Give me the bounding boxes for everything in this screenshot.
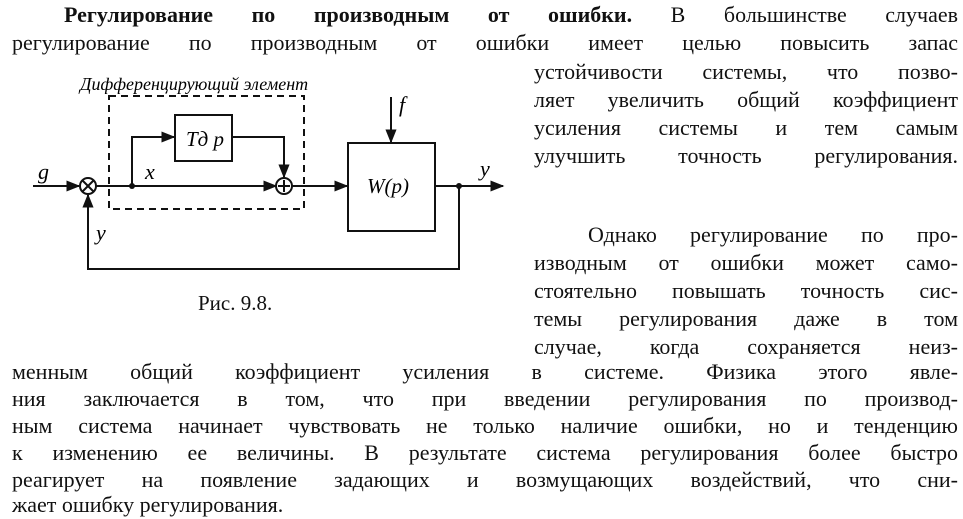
right-p1-line-3: усиления системы и тем самым [534,115,958,140]
bottom-line-2: ния заключается в том, что при введении регулирования по производ- [12,386,958,411]
plant-block-label: W(p) [367,174,409,198]
bottom-line-4: к изменению ее величины. В результате система регулирования более быстро [12,440,958,465]
bottom-line-5: реагирует на появление задающих и возмущающих воздействий, что сни- [12,467,958,492]
signal-f-label: f [399,92,406,117]
right-p2-line-1: Однако регулирование по про- [588,222,958,247]
signal-y-out-label: y [480,156,490,181]
intro-line-1-rest: В большинстве случаев [632,2,959,27]
figure-caption: Рис. 9.8. [198,291,273,315]
section-heading: Регулирование по производным от ошибки. [64,2,633,27]
right-p2-line-3: стоятельно повышать точность сис- [534,278,958,303]
right-p1-line-4: улучшить точность регулирования. [534,143,958,168]
derivative-block-label: Tд p [186,127,225,151]
right-p1-line-1: устойчивости системы, что позво- [534,59,958,84]
signal-y-feedback-label: y [96,220,106,245]
summing-junction-2 [276,178,292,194]
right-p1-line-2: ляет увеличить общий коэффициент [534,87,958,112]
right-p2-line-5: случае, когда сохраняется неиз- [534,334,958,359]
signal-g-label: g [38,159,49,184]
block-diagram [0,0,520,290]
intro-line-2: регулирование по производным от ошибки имеет целью повысить запас [12,30,958,55]
differentiator-label: Дифференцирующий элемент [80,74,309,94]
summing-junction-1 [80,178,96,194]
bottom-line-3: ным система начинает чувствовать не только наличие ошибки, но и тенденцию [12,413,958,438]
signal-x-label: x [145,159,155,184]
bottom-line-6: жает ошибку регулирования. [12,492,284,517]
right-p2-line-4: темы регулирования даже в том [534,306,958,331]
bottom-line-1: менным общий коэффициент усиления в системе. Физика этого явле- [12,359,958,384]
derivative-output-line [232,137,284,177]
right-p2-line-2: изводным от ошибки может само- [534,250,958,275]
